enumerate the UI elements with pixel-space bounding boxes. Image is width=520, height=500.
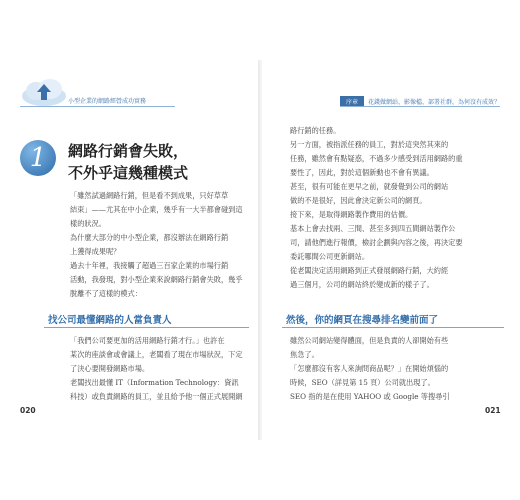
subheading-rule-left <box>44 327 249 328</box>
text-line: 雖然公司網站變得體面，但是負責的人卻開始有些 <box>290 336 449 345</box>
page-number-right: 021 <box>485 406 501 415</box>
text-line: 老闆找出最懂 IT（Information Technology：資訊 <box>70 378 239 387</box>
right-subheading: 然後，你的網頁在搜尋排名變前面了 <box>286 315 439 326</box>
right-body-text <box>290 334 450 404</box>
text-line: 另一方面，被指派任務的員工，對於這突然其來的 <box>290 140 449 149</box>
left-body-text <box>70 334 243 404</box>
text-line: 科技）或負責網路的員工，並且給予他一個正式展開網 <box>70 392 243 401</box>
text-line: 要性了，因此，對於這個新動也不會有異議。 <box>290 168 434 177</box>
text-line: 委託哪間公司更新網站。 <box>290 252 370 261</box>
text-line: 樣的狀況。 <box>70 219 106 228</box>
cloud-icon <box>18 78 70 108</box>
section-label: 序章 <box>340 96 364 107</box>
text-line: 焦急了。 <box>290 350 319 359</box>
header-rule-right <box>340 106 500 107</box>
text-line: 「怎麼都沒有客人來詢問商品呢？」在開始煩惱的 <box>290 364 449 373</box>
subheading-rule-right <box>282 327 504 328</box>
text-line: 「我們公司要更加的活用網路行銷才行。」也許在 <box>70 336 225 345</box>
chapter-title-line-1: 網路行銷會失敗， <box>68 142 189 160</box>
left-subheading: 找公司最懂網路的人當負責人 <box>48 315 172 326</box>
right-intro-text <box>290 124 463 292</box>
text-line: 上獲得成果呢？ <box>70 247 121 256</box>
running-head-right-text: 花錢做網站、影像檔、部署社群，為何沒有成效？ <box>368 99 501 106</box>
text-line: SEO 指的是在使用 YAHOO 或 Google 等搜尋引 <box>290 392 450 401</box>
chapter-title <box>68 140 188 184</box>
text-line: 過三個月，公司的網站終於變成新的樣子了。 <box>290 280 434 289</box>
text-line: 為什麼大部分的中小型企業，都沒辦法在網路行銷 <box>70 233 229 242</box>
running-head-left: 小型企業的網路經營成功實務 <box>68 98 147 105</box>
book-gutter <box>258 60 262 440</box>
text-line: 任務，雖然會有點疑惑，不過多少感受到活用網路的重 <box>290 154 463 163</box>
text-line: 活動，我發現，對小型企業來說網路行銷會失敗，幾乎 <box>70 275 243 284</box>
text-line: 路行銷的任務。 <box>290 126 341 135</box>
text-line: 從老闆決定活用網路到正式發展網路行銷，大約經 <box>290 266 449 275</box>
text-line: 某次的座談會或會議上，老闆看了現在市場狀況，下定 <box>70 350 243 359</box>
page-number-left: 020 <box>20 406 36 415</box>
text-line: 結束」——尤其在中小企業，幾乎有一大半都會碰到這 <box>70 205 243 214</box>
text-line: 接下來，是取得網路製作費用的估價。 <box>290 210 413 219</box>
text-line: 了決心要開發網路市場。 <box>70 364 150 373</box>
text-line: 做的不是很好，因此會決定新公司的網頁。 <box>290 196 427 205</box>
chapter-number-badge: 1 <box>20 140 56 176</box>
left-intro-text <box>70 189 243 301</box>
text-line: 甚至，很有可能在更早之前，就發覺到公司的網站 <box>290 182 449 191</box>
header-rule-left <box>20 106 175 107</box>
text-line: 「雖然試過網路行銷，但是看不到成果，只好草草 <box>70 191 229 200</box>
text-line: 司，請他們進行報價，檢討企劃與內容之後，再決定要 <box>290 238 463 247</box>
text-line: 過去十年裡，我接觸了超過三百家企業的市場行銷 <box>70 261 229 270</box>
text-line: 基本上會去找兩、三間、甚至多到四五間網站製作公 <box>290 224 456 233</box>
chapter-title-line-2: 不外乎這幾種模式 <box>68 164 189 182</box>
text-line: 時候，SEO（詳見第 15 頁）公司就出現了。 <box>290 378 435 387</box>
text-line: 脫離不了這樣的模式： <box>70 289 142 298</box>
